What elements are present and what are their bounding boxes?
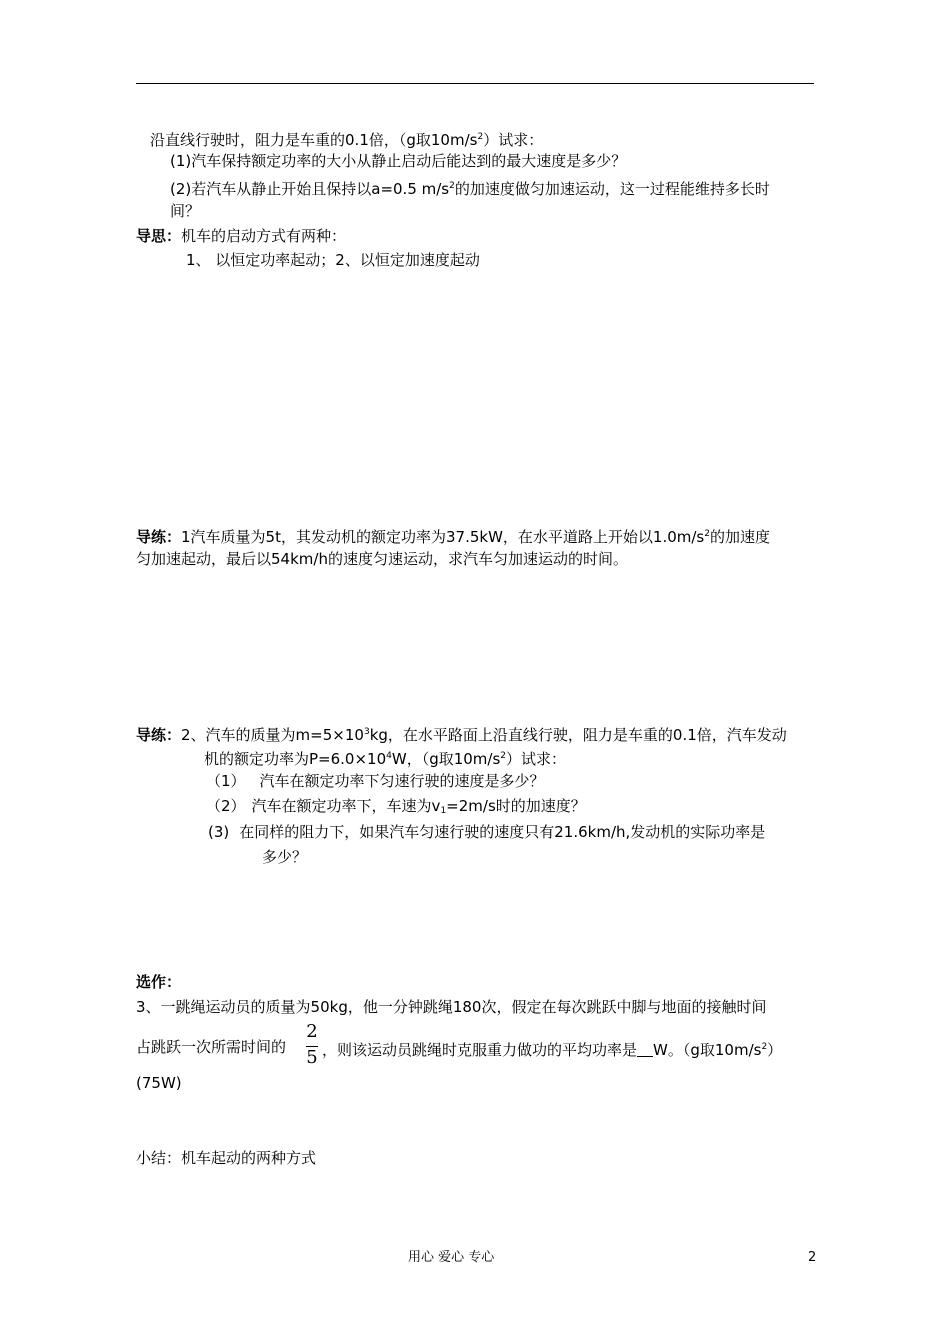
exercise-2-q3-cont: 多少？ [262,848,308,866]
answer-blank[interactable] [637,1042,653,1057]
daosi-items: 1、 以恒定功率起动；2、以恒定加速度起动 [186,251,480,269]
exercise-2: 导练：2、汽车的质量为$m=5\times 10^3kg$，在水平路面上沿直线行驶，阻力是车重的0.1倍，汽车发动 [136,726,787,744]
question-1: (1)汽车保持额定功率的大小从静止启动后能达到的最大速度是多少？ [170,152,627,170]
exercise-3-answer: (75W) [136,1074,182,1092]
exercise-2-q1: （1） 汽车在额定功率下匀速行驶的速度是多少？ [206,772,545,790]
question-2-cont: 间？ [170,202,201,220]
exercise-2-q3: (3) 在同样的阻力下，如果汽车匀速行驶的速度只有21.6km/h,发动机的实际功率是 [208,823,766,841]
exercise-3-cont: ，则该运动员跳绳时克服重力做功的平均功率是 W。（g取$10m/s^2$） [322,1041,783,1059]
header-rule [136,83,814,84]
xuanzuo-label: 选作： [136,973,182,991]
fraction-numerator: 2 [306,1021,318,1042]
question-2: (2)若汽车从静止开始且保持以a=0.5 $m/s^2$的加速度做匀加速运动，这一过程能维持多长时 [170,180,770,198]
daosi-section: 导思：机车的启动方式有两种： [136,227,347,245]
footer-motto: 用心 爱心 专心 [408,1250,495,1265]
summary: 小结：机车起动的两种方式 [136,1149,317,1167]
exercise-1: 导练：1汽车质量为5t，其发动机的额定功率为37.5kW，在水平道路上开始以$1.0m/s^2$的加速度 [136,528,770,546]
fraction-denominator: 5 [306,1047,318,1068]
exercise-2-q2: （2） 汽车在额定功率下，车速为$v_1=2m/s$时的加速度？ [206,797,586,816]
problem-intro: 沿直线行驶时，阻力是车重的0.1倍，（g取$10m/s^2$）试求： [150,131,544,149]
exercise-1-cont: 匀加速起动，最后以54km/h的速度匀速运动，求汽车匀加速运动的时间。 [136,550,628,568]
exercise-2-cont: 机的额定功率为$P=6.0\times 10^4W$，（g取$10m/s^2$）试求： [204,750,567,768]
page-number: 2 [808,1250,817,1265]
exercise-3: 3、一跳绳运动员的质量为50kg，他一分钟跳绳180次，假定在每次跳跃中脚与地面的接触时间 [136,998,767,1016]
exercise-3-lead: 占跳跃一次所需时间的 [136,1038,287,1056]
